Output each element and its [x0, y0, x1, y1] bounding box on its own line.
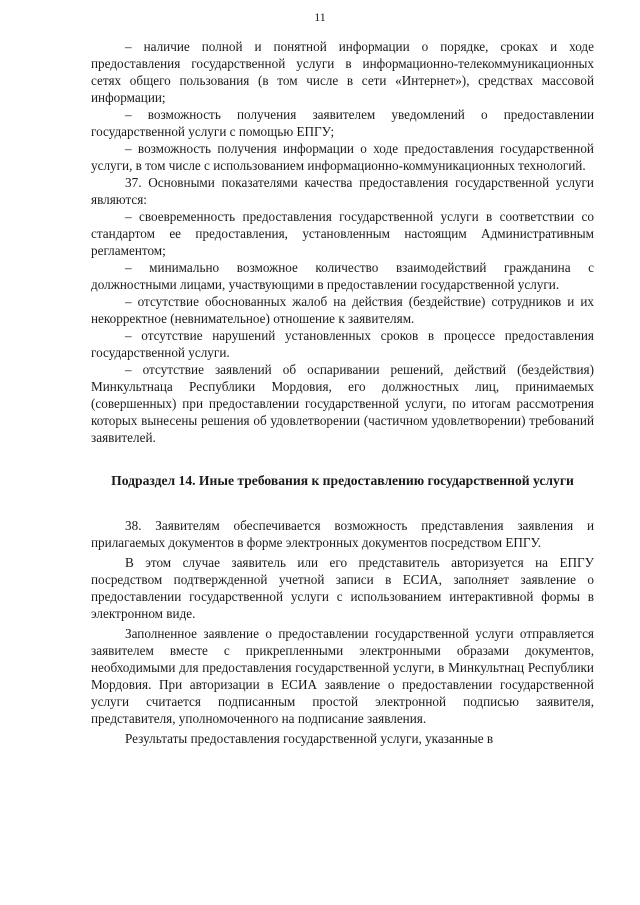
paragraph: – возможность получения заявителем уведомлений о предоставлении государственной услуги с помощью ЕПГУ; [91, 107, 594, 139]
page-content [91, 38, 594, 747]
paragraph: 38. Заявителям обеспечивается возможность представления заявления и прилагаемых документов в форме электронных документов посредством ЕПГУ. [91, 518, 594, 550]
paragraph: – отсутствие заявлений об оспаривании решений, действий (бездействия) Минкультнаца Республики Мордовия, его должностных лиц, принимаемых (совершенных) при предоставлении государственной услуги, по итогам рассмотрения которых вынесены решения об удовлетворении (частичном удовлетворении) требований заявителей. [91, 362, 594, 445]
paragraph: – наличие полной и понятной информации о порядке, сроках и ходе предоставления государственной услуги в информационно-телекоммуникационных сетях общего пользования (в том числе в сети «Интернет»), средствах массовой информации; [91, 39, 594, 105]
page-number: 11 [314, 10, 326, 24]
paragraph: Заполненное заявление о предоставлении государственной услуги отправляется заявителем вместе с прикрепленными электронными образами документов, необходимыми для предоставления государственной услуги, в Минкультнац Республики Мордовия. При авторизации в ЕСИА заявление о предоставлении государственной услуги считается подписанным простой электронной подписью заявителя, представителя, уполномоченного на подписание заявления. [91, 626, 594, 726]
paragraph: В этом случае заявитель или его представитель авторизуется на ЕПГУ посредством подтвержденной учетной записи в ЕСИА, заполняет заявление о предоставлении государственной услуги с использованием интерактивной формы в электронном виде. [91, 555, 594, 621]
paragraph: – минимально возможное количество взаимодействий гражданина с должностными лицами, участвующими в предоставлении государственной услуги. [91, 260, 594, 292]
paragraph: Результаты предоставления государственной услуги, указанные в [125, 731, 494, 746]
paragraph: – отсутствие обоснованных жалоб на действия (бездействие) сотрудников и их некорректное (невнимательное) отношение к заявителям. [91, 294, 594, 326]
section-heading: Подраздел 14. Иные требования к предоставлению государственной услуги [111, 473, 574, 488]
paragraph: 37. Основными показателями качества предоставления государственной услуги являются: [91, 175, 594, 207]
paragraph: – отсутствие нарушений установленных сроков в процессе предоставления государственной услуги. [91, 328, 594, 360]
paragraph: – возможность получения информации о ходе предоставления государственной услуги, в том числе с использованием информационно-коммуникационных технологий. [91, 141, 594, 173]
paragraph: – своевременность предоставления государственной услуги в соответствии со стандартом ее предоставления, установленным настоящим Административным регламентом; [91, 209, 594, 258]
